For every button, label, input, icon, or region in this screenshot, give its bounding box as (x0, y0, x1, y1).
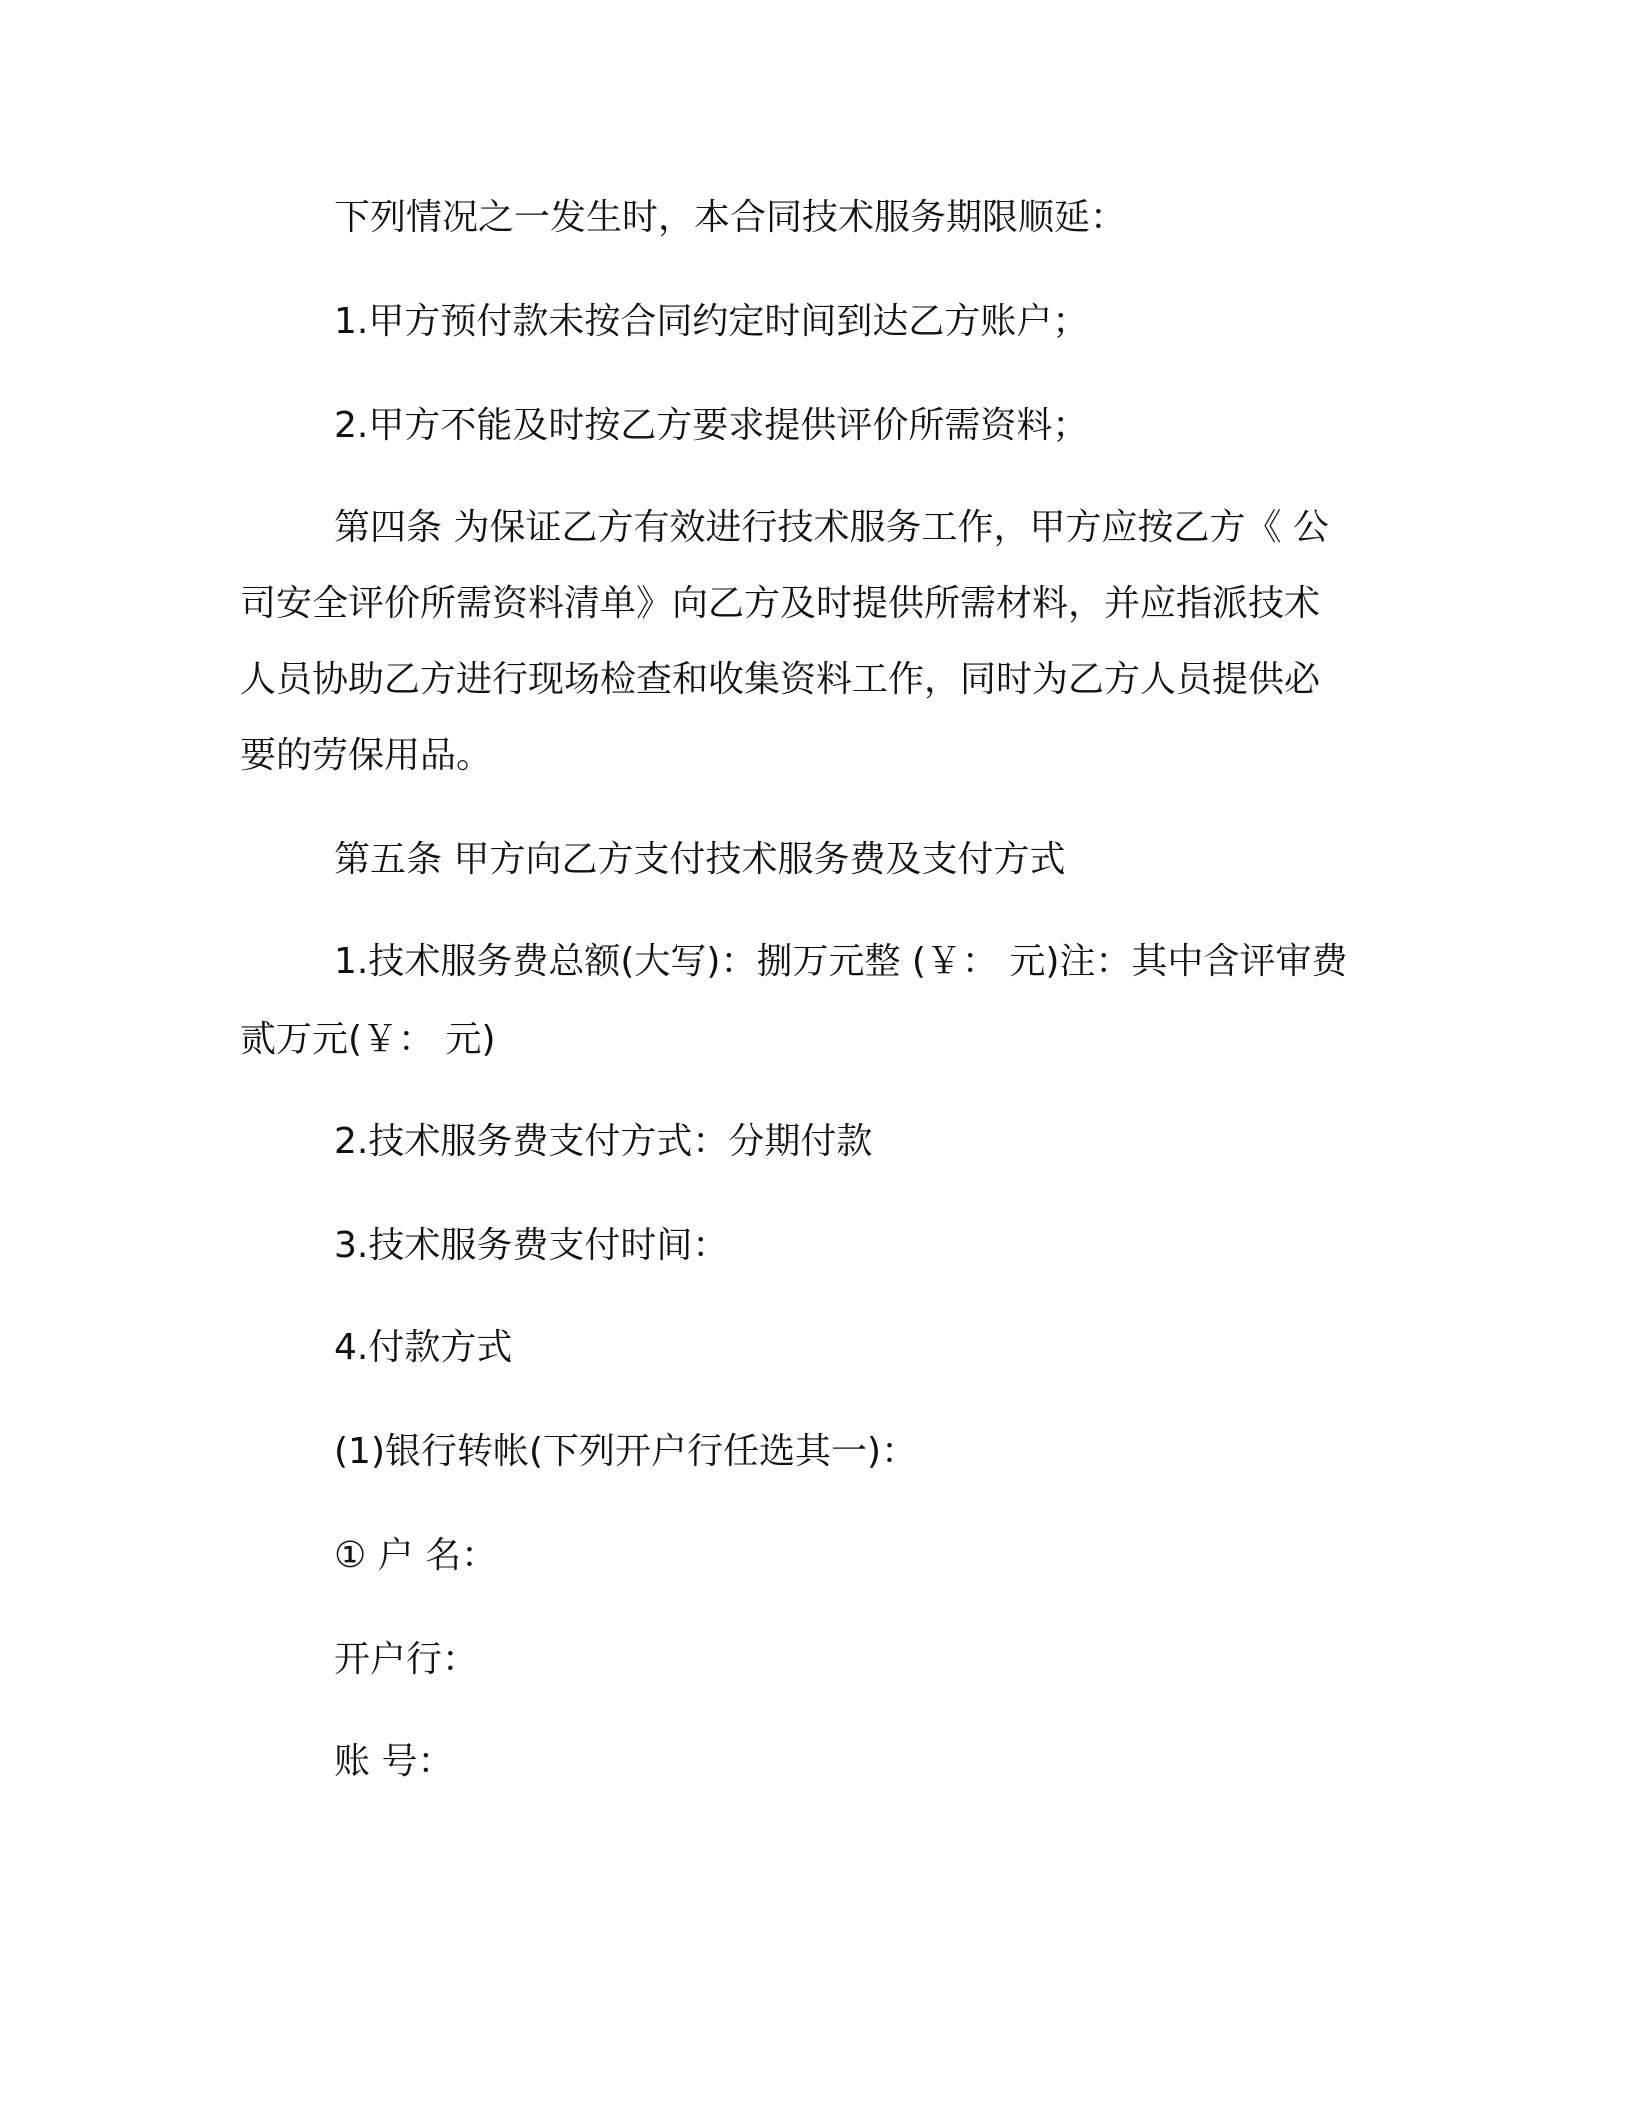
account-name-label: ① 户 名： (334, 1535, 498, 1576)
payment-mode-item: 4.付款方式 (334, 1327, 513, 1368)
list-item-2: 2.甲方不能及时按乙方要求提供评价所需资料； (334, 405, 1089, 446)
bank-transfer-item: (1)银行转帐(下列开户行任选其一)： (334, 1431, 918, 1472)
article-4-line-2: 司安全评价所需资料清单》向乙方及时提供所需材料，并应指派技术 (240, 583, 1321, 624)
article-4-line-1: 第四条 为保证乙方有效进行技术服务工作，甲方应按乙方《 公 (334, 507, 1329, 548)
article-4-line-4: 要的劳保用品。 (240, 735, 493, 776)
list-item-1: 1.甲方预付款未按合同约定时间到达乙方账户； (334, 301, 1089, 342)
payment-time-item: 3.技术服务费支付时间： (334, 1225, 729, 1266)
fee-total-line-2: 贰万元(￥： 元) (240, 1019, 496, 1060)
article-4-line-3: 人员协助乙方进行现场检查和收集资料工作，同时为乙方人员提供必 (240, 659, 1321, 700)
payment-method-item: 2.技术服务费支付方式：分期付款 (334, 1121, 873, 1162)
paragraph-extension-conditions: 下列情况之一发生时，本合同技术服务期限顺延： (334, 197, 1127, 238)
bank-name-label: 开户行： (334, 1639, 479, 1680)
article-5-heading: 第五条 甲方向乙方支付技术服务费及支付方式 (334, 839, 1066, 880)
fee-total-line-1: 1.技术服务费总额(大写)：捌万元整 (￥： 元)注：其中含评审费 (334, 941, 1348, 982)
account-number-label: 账 号： (334, 1741, 454, 1782)
